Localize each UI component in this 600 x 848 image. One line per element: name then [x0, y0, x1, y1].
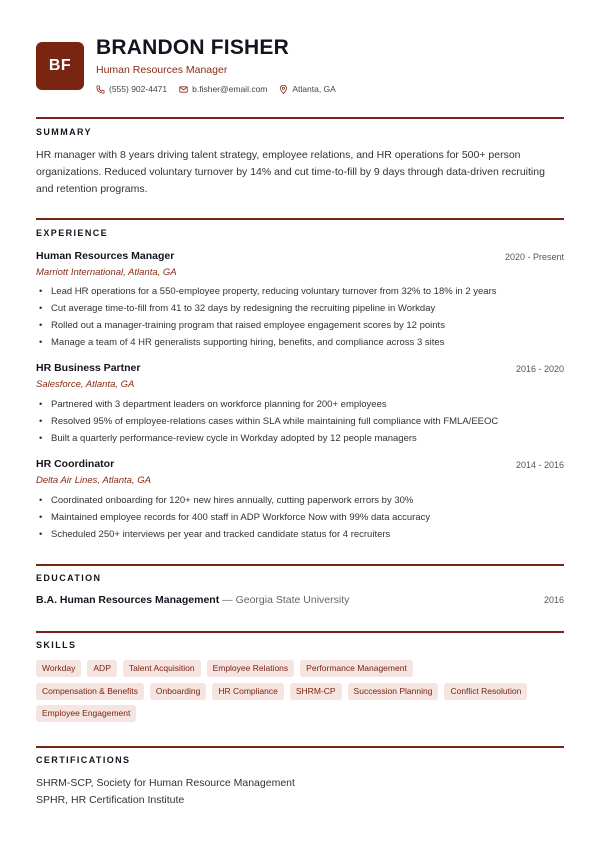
certification-item: SPHR, HR Certification Institute: [36, 794, 185, 806]
contact-email: [179, 84, 267, 94]
certification-item: SHRM-SCP, Society for Human Resource Management: [36, 777, 295, 789]
education-entry: [36, 594, 564, 606]
resume-header: [36, 36, 564, 100]
certifications-heading: CERTIFICATIONS: [36, 755, 131, 765]
skill-tag: Succession Planning: [348, 683, 439, 700]
education-year: 2016: [543, 595, 564, 605]
section-divider: [36, 746, 564, 748]
candidate-role: Human Resources Manager: [96, 64, 228, 76]
bullet-item: • Coordinated onboarding for 120+ new hires annually, cutting paperwork errors by 30%: [36, 492, 430, 509]
degree: B.A. Human Resources Management: [36, 594, 220, 606]
skill-tag: Workday: [36, 660, 81, 677]
initials-text: BF: [48, 57, 72, 74]
education-heading: EDUCATION: [36, 573, 102, 583]
bullet-item: • Built a quarterly performance-review cycle in Workday adopted by 12 people managers: [36, 430, 498, 447]
bullet-item: • Resolved 95% of employee-relations cases within SLA while maintaining full compliance with FMLA/EEOC: [36, 413, 498, 430]
skill-tag: SHRM-CP: [290, 683, 342, 700]
section-divider: [36, 564, 564, 566]
contact-location: [279, 84, 335, 94]
bullet-item: • Partnered with 3 department leaders on workforce planning for 200+ employees: [36, 396, 498, 413]
bullet-item: • Manage a team of 4 HR generalists supporting hiring, benefits, and compliance across 3 sites: [36, 334, 497, 351]
skills-heading: SKILLS: [36, 640, 77, 650]
skill-tag: Conflict Resolution: [444, 683, 527, 700]
job-title: HR Business Partner: [36, 362, 141, 374]
phone-text: (555) 902-4471: [109, 84, 168, 94]
job-company: Salesforce, Atlanta, GA: [36, 379, 135, 390]
section-divider: [36, 117, 564, 119]
skill-tag: ADP: [87, 660, 116, 677]
skill-tag: Performance Management: [300, 660, 413, 677]
section-divider: [36, 631, 564, 633]
mail-icon: [179, 85, 188, 94]
skill-tag: HR Compliance: [212, 683, 284, 700]
skill-tag: Employee Engagement: [36, 705, 136, 722]
skill-tag: Onboarding: [150, 683, 206, 700]
bullet-item: • Lead HR operations for a 550-employee property, reducing voluntary turnover from 32% to 18% in 2 years: [36, 283, 497, 300]
bullet-item: • Scheduled 250+ interviews per year and tracked candidate status for 4 recruiters: [36, 526, 430, 543]
separator: —: [222, 594, 233, 606]
candidate-name: BRANDON FISHER: [96, 36, 289, 59]
location-text: Atlanta, GA: [292, 84, 336, 94]
bullet-item: • Rolled out a manager-training program that raised employee engagement scores by 12 points: [36, 317, 497, 334]
bullet-item: • Cut average time-to-fill from 41 to 32 days by redesigning the recruiting pipeline in Workday: [36, 300, 497, 317]
email-text: b.fisher@email.com: [192, 84, 268, 94]
job-bullets: [36, 492, 430, 543]
location-pin-icon: [279, 85, 288, 94]
skill-tag: Talent Acquisition: [123, 660, 201, 677]
summary-heading: SUMMARY: [36, 127, 92, 137]
job-dates: 2020 - Present: [504, 252, 564, 262]
skills-list: [36, 660, 564, 728]
initials-avatar: [36, 42, 84, 90]
school: Georgia State University: [235, 594, 350, 606]
experience-heading: EXPERIENCE: [36, 228, 109, 238]
phone-icon: [96, 85, 105, 94]
section-divider: [36, 218, 564, 220]
contact-info: [96, 84, 336, 94]
contact-phone: [96, 84, 167, 94]
job-title: HR Coordinator: [36, 458, 115, 470]
job-bullets: [36, 283, 497, 351]
job-dates: 2016 - 2020: [515, 364, 564, 374]
job-company: Marriott International, Atlanta, GA: [36, 267, 177, 278]
bullet-item: • Maintained employee records for 400 staff in ADP Workforce Now with 99% data accuracy: [36, 509, 430, 526]
summary-text: HR manager with 8 years driving talent strategy, employee relations, and HR operations for 500+ person organizations. Reduced voluntary turnover by 14% and cut time-to-fill by 9 days through data-driven recruiting and retention programs.: [36, 149, 545, 195]
job-bullets: [36, 396, 498, 447]
job-company: Delta Air Lines, Atlanta, GA: [36, 475, 151, 486]
job-title: Human Resources Manager: [36, 250, 175, 262]
job-dates: 2014 - 2016: [515, 460, 564, 470]
skill-tag: Employee Relations: [207, 660, 295, 677]
skill-tag: Compensation & Benefits: [36, 683, 144, 700]
